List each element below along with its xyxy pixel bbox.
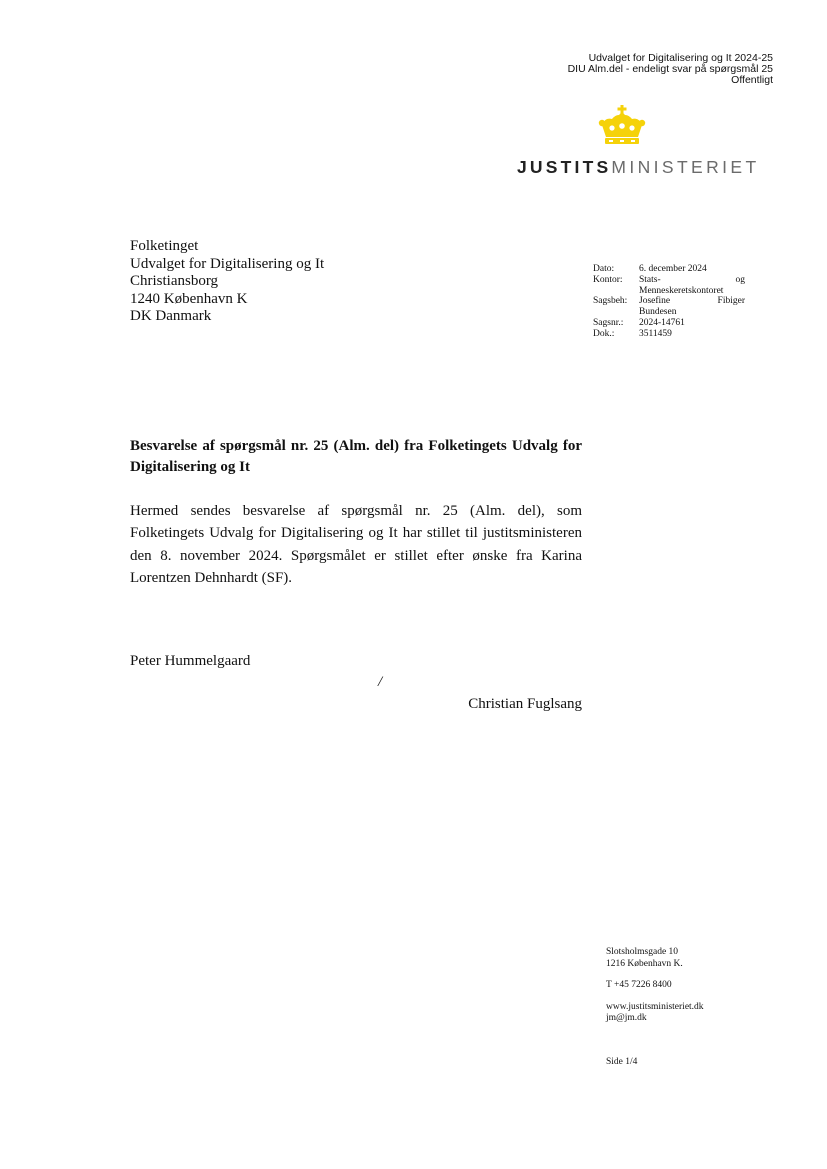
meta-row-document: Dok.: 3511459 [593, 328, 672, 339]
wordmark-light: MINISTERIET [611, 157, 760, 177]
address-line: Christiansborg [130, 273, 219, 289]
meta-row-case-number: Sagsnr.: 2024-14761 [593, 317, 685, 328]
meta-row-case-handler: Sagsbeh: Josefine Fibiger Bundesen [593, 296, 745, 318]
footer-email: jm@jm.dk [606, 1013, 647, 1023]
footer-street: Slotsholmsgade 10 [606, 947, 679, 957]
footer-website: www.justitsministeriet.dk [606, 1001, 704, 1012]
footer-phone: T +45 7226 8400 [606, 980, 672, 990]
letter-body: Hermed sendes besvarelse af spørgsmål nr. 25 (Alm. del), som Folketingets Udvalg for Digitalisering og It har stillet til justitsministeren den 8. november 2024. Spørgsmålet er stillet efter ønske fra Karina Lorentzen Dehnhardt (SF). [130, 503, 582, 587]
signature-separator: / [378, 674, 383, 690]
case-metadata [593, 264, 745, 340]
address-line: 1240 København K [130, 290, 248, 307]
signature-minister: Peter Hummelgaard [130, 653, 251, 669]
address-line: Udvalget for Digitalisering og It [130, 255, 325, 272]
header-line-committee: Udvalget for Digitalisering og It 2024-25 [588, 52, 773, 64]
header-line-reference: DIU Alm.del - endeligt svar på spørgsmål 25 [567, 63, 773, 75]
crown-icon [597, 105, 647, 149]
ministry-wordmark [517, 157, 760, 178]
address-line: Folketinget [130, 238, 199, 254]
document-header-meta [568, 53, 773, 86]
signature-official: Christian Fuglsang [468, 696, 582, 712]
recipient-address [130, 238, 324, 326]
meta-row-office: Kontor: Stats- og Menneskeretskontoret [593, 274, 745, 296]
header-line-status: Offentligt [731, 74, 773, 86]
letter-subject: Besvarelse af spørgsmål nr. 25 (Alm. del) fra Folketingets Udvalg for Digitalisering og It [130, 438, 582, 475]
wordmark-bold: JUSTITS [517, 157, 612, 177]
meta-row-date: Dato: 6. december 2024 [593, 264, 707, 274]
ministry-contact-footer [606, 947, 704, 1025]
page-number: Side 1/4 [606, 1057, 638, 1067]
address-line: DK Danmark [130, 308, 212, 324]
footer-city: 1216 København K. [606, 958, 683, 969]
